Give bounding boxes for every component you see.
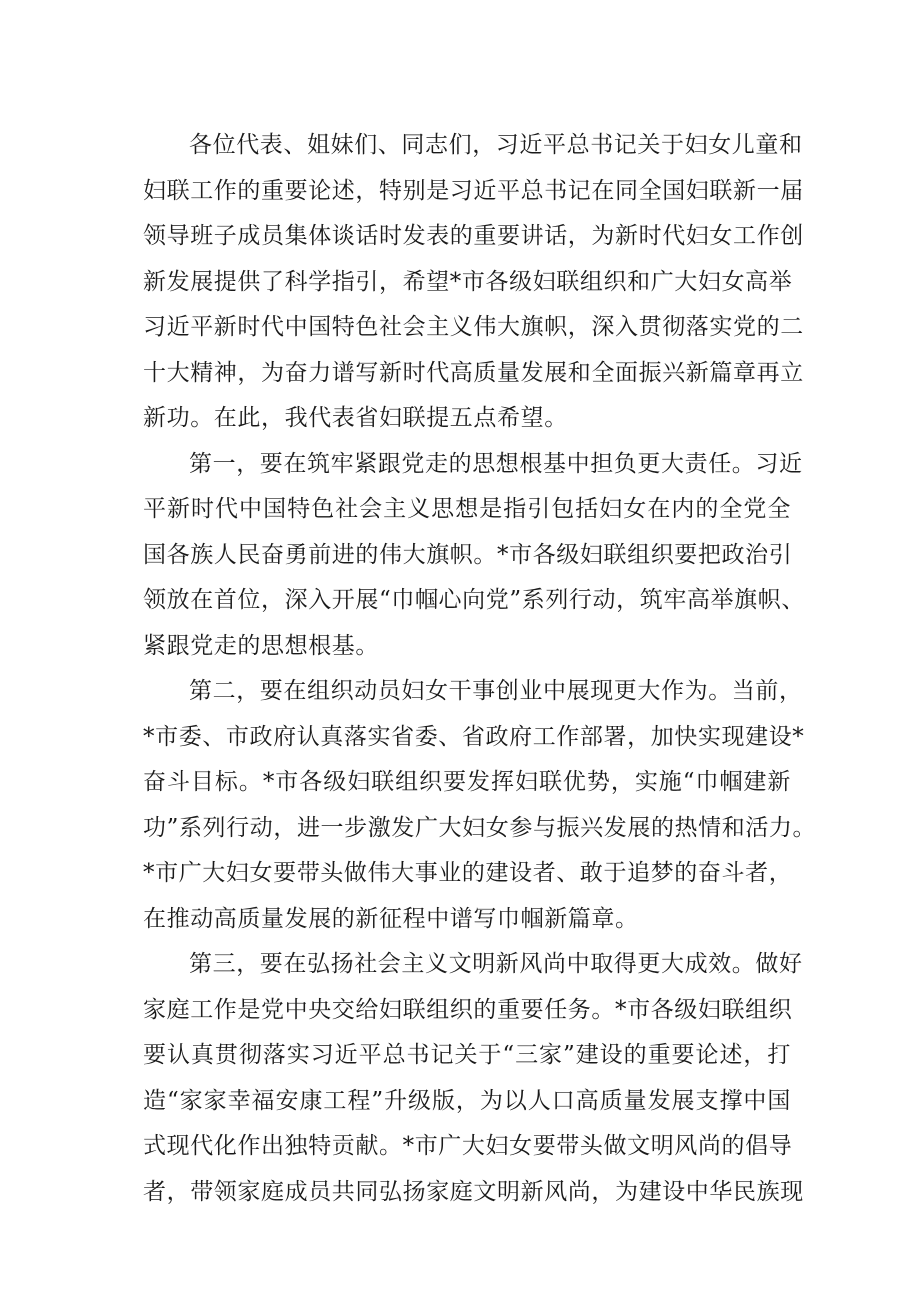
paragraph-line: 式现代化作出独特贡献。*市广大妇女要带头做文明风尚的倡导 [143, 1133, 793, 1159]
paragraph-first-point [143, 442, 805, 670]
paragraph-opening [143, 123, 804, 442]
paragraph-line: 平新时代中国特色社会主义思想是指引包括妇女在内的全党全 [143, 496, 791, 522]
paragraph-line: 习近平新时代中国特色社会主义伟大旗帜，深入贯彻落实党的二 [143, 314, 804, 340]
paragraph-line: 新发展提供了科学指引，希望*市各级妇联组织和广大妇女高举 [143, 268, 793, 295]
paragraph-line: 领导班子成员集体谈话时发表的重要讲话，为新时代妇女工作创 [143, 223, 804, 249]
paragraph-line: 要认真贯彻落实习近平总书记关于“三家”建设的重要论述，打 [143, 1042, 791, 1068]
paragraph-line: 各位代表、姐妹们、同志们，习近平总书记关于妇女儿童和 [189, 132, 803, 158]
paragraph-line: 妇联工作的重要论述，特别是习近平总书记在同全国妇联新一届 [143, 177, 804, 204]
paragraph-line: 领放在首位，深入开展“巾帼心向党”系列行动，筑牢高举旗帜、 [143, 587, 805, 613]
paragraph-line: 者，带领家庭成员共同弘扬家庭文明新风尚，为建设中华民族现 [143, 1178, 804, 1205]
paragraph-line: *市广大妇女要带头做伟大事业的建设者、敢于追梦的奋斗者， [143, 860, 793, 886]
document-body [143, 123, 817, 1215]
paragraph-second-point [143, 669, 817, 942]
paragraph-line: 第一，要在筑牢紧跟党走的思想根基中担负更大责任。习近 [189, 450, 803, 477]
paragraph-line: 国各族人民奋勇前进的伟大旗帜。*市各级妇联组织要把政治引 [143, 541, 793, 568]
paragraph-third-point [143, 942, 804, 1215]
paragraph-line: 造“家家幸福安康工程”升级版，为以人口高质量发展支撑中国 [143, 1087, 791, 1114]
paragraph-line: 功”系列行动，进一步激发广大妇女参与振兴发展的热情和活力。 [143, 814, 817, 841]
paragraph-line: 奋斗目标。*市各级妇联组织要发挥妇联优势，实施“巾帼建新 [143, 769, 791, 795]
paragraph-line: *市委、市政府认真落实省委、省政府工作部署，加快实现建设* [143, 723, 805, 750]
paragraph-line: 紧跟党走的思想根基。 [143, 632, 379, 659]
paragraph-line: 第三，要在弘扬社会主义文明新风尚中取得更大成效。做好 [189, 951, 803, 977]
paragraph-line: 第二，要在组织动员妇女干事创业中展现更大作为。当前， [189, 678, 803, 704]
paragraph-line: 在推动高质量发展的新征程中谱写巾帼新篇章。 [143, 905, 639, 932]
paragraph-line: 家庭工作是党中央交给妇联组织的重要任务。*市各级妇联组织 [143, 996, 793, 1023]
paragraph-line: 十大精神，为奋力谱写新时代高质量发展和全面振兴新篇章再立 [143, 359, 804, 386]
paragraph-line: 新功。在此，我代表省妇联提五点希望。 [143, 405, 568, 431]
